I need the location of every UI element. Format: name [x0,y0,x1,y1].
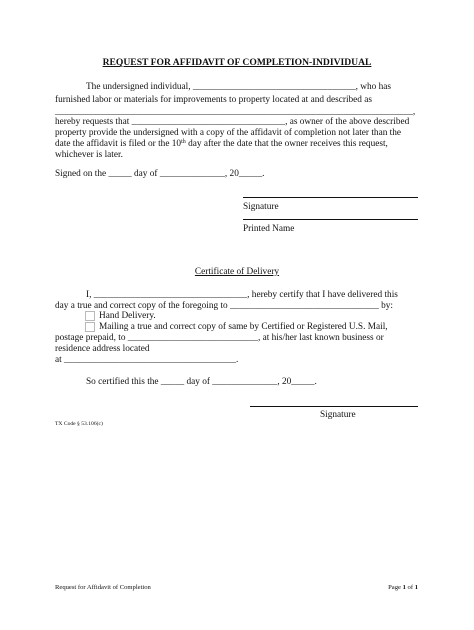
printed-name-line [243,219,418,220]
certificate-line4: postage prepaid, to ____________________________, at his/her last known business or [55,333,384,343]
footer-page-current: 1 [402,584,406,591]
printed-name-label: Printed Name [243,224,295,234]
hand-delivery-label: Hand Delivery. [99,311,156,321]
certificate-line6: at _____________________________________. [55,355,239,365]
certificate-line5: residence address located [55,344,150,354]
signed-on-line: Signed on the _____ day of ______________, 20_____. [55,169,265,179]
certificate-title: Certificate of Delivery [194,267,280,277]
para1-line5: property provide the undersigned with a copy of the affidavit of completion not later than the [55,128,402,138]
code-reference: TX Code § 53.106(c) [55,421,103,427]
document-title: REQUEST FOR AFFIDAVIT OF COMPLETION-INDIVIDUAL [102,57,372,68]
footer-page-word: Page [388,584,401,591]
signature-line [243,197,418,198]
para1-line2: furnished labor or materials for improvements to property located at and described as [55,95,373,105]
para1-line1: The undersigned individual, ___________________________________, who has [86,82,391,92]
footer-of-word: of [407,584,414,591]
para1-line7: whichever is later. [55,150,123,160]
para1-line6-a: date the affidavit is filed or the 10 [55,139,182,149]
certificate-line2: day a true and correct copy of the foregoing to ________________________________ by: [55,301,393,311]
mail-delivery-label: Mailing a true and correct copy of same by Certified or Registered U.S. Mail, [99,322,388,332]
signature-label: Signature [243,202,279,212]
certificate-line1: I, _________________________________, hereby certify that I have delivered this [86,290,398,300]
footer-document-name: Request for Affidavit of Completion [55,584,151,591]
certificate-signature-label: Signature [320,410,356,420]
para1-line6-b: day after the date that the owner receives this request, [185,139,388,149]
so-certified-line: So certified this the _____ day of ______________, 20_____. [86,377,317,387]
para1-line6-sup: th [181,139,186,145]
mail-delivery-checkbox[interactable] [85,322,95,332]
certificate-signature-line [250,406,418,407]
footer-page-total: 1 [414,584,418,591]
para1-line3: _____________________________________________________________________________, [55,107,416,117]
footer-page-number [388,584,418,592]
para1-line4: hereby requests that _________________________________, as owner of the above described [55,117,410,127]
hand-delivery-checkbox[interactable] [85,311,95,321]
